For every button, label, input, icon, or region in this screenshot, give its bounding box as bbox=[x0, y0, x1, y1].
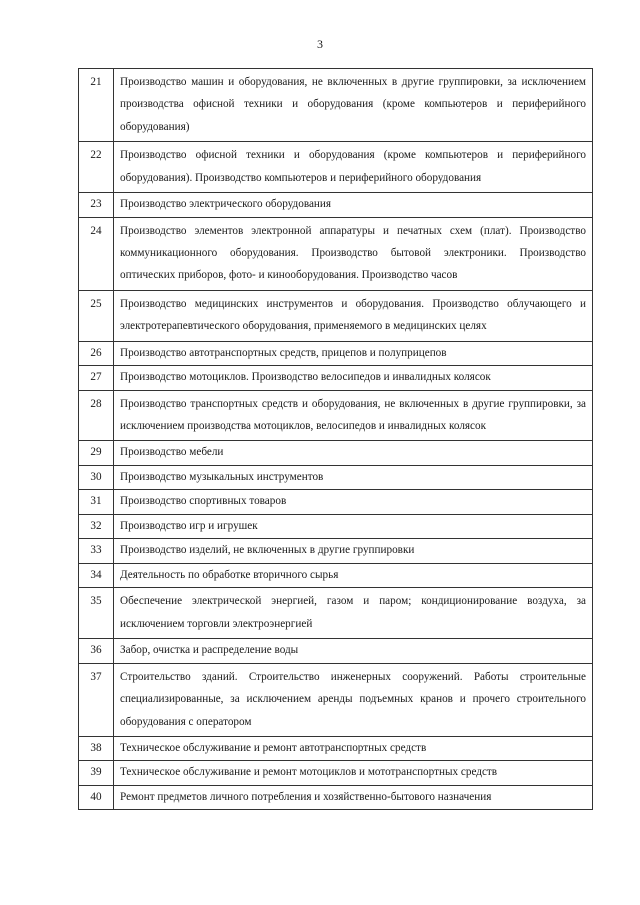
row-text: Забор, очистка и распределение воды bbox=[114, 639, 593, 664]
row-number: 39 bbox=[79, 761, 114, 786]
row-number: 30 bbox=[79, 465, 114, 490]
table-row bbox=[79, 490, 593, 515]
row-number: 31 bbox=[79, 490, 114, 515]
table-row bbox=[79, 69, 593, 142]
row-number: 40 bbox=[79, 785, 114, 810]
row-text: Производство музыкальных инструментов bbox=[114, 465, 593, 490]
row-text: Производство мебели bbox=[114, 441, 593, 466]
table-row bbox=[79, 514, 593, 539]
row-text: Производство спортивных товаров bbox=[114, 490, 593, 515]
row-text: Производство мотоциклов. Производство велосипедов и инвалидных колясок bbox=[114, 366, 593, 391]
row-text: Техническое обслуживание и ремонт мотоциклов и мототранспортных средств bbox=[114, 761, 593, 786]
activities-table-body bbox=[79, 69, 593, 810]
row-number: 24 bbox=[79, 217, 114, 290]
table-row bbox=[79, 563, 593, 588]
row-number: 32 bbox=[79, 514, 114, 539]
table-row bbox=[79, 217, 593, 290]
table-row bbox=[79, 341, 593, 366]
row-text: Техническое обслуживание и ремонт автотранспортных средств bbox=[114, 736, 593, 761]
row-text: Ремонт предметов личного потребления и хозяйственно-бытового назначения bbox=[114, 785, 593, 810]
table-row bbox=[79, 465, 593, 490]
row-text: Производство элементов электронной аппаратуры и печатных схем (плат). Производство коммуникационного оборудования. Производство бытовой электроники. Производство оптических приборов, фото- и кинооборудования. Производство часов bbox=[114, 217, 593, 290]
row-text: Производство офисной техники и оборудования (кроме компьютеров и периферийного оборудования). Производство компьютеров и периферийного оборудования bbox=[114, 142, 593, 193]
row-text: Производство медицинских инструментов и оборудования. Производство облучающего и электротерапевтического оборудования, применяемого в медицинских целях bbox=[114, 290, 593, 341]
row-number: 25 bbox=[79, 290, 114, 341]
row-number: 21 bbox=[79, 69, 114, 142]
row-number: 27 bbox=[79, 366, 114, 391]
table-row bbox=[79, 736, 593, 761]
row-number: 33 bbox=[79, 539, 114, 564]
row-number: 34 bbox=[79, 563, 114, 588]
row-number: 23 bbox=[79, 193, 114, 218]
row-number: 22 bbox=[79, 142, 114, 193]
row-number: 36 bbox=[79, 639, 114, 664]
table-row bbox=[79, 390, 593, 441]
row-number: 37 bbox=[79, 663, 114, 736]
table-row bbox=[79, 441, 593, 466]
page-number: 3 bbox=[317, 37, 323, 51]
row-text: Производство машин и оборудования, не включенных в другие группировки, за исключением производства офисной техники и оборудования (кроме компьютеров и периферийного оборудования) bbox=[114, 69, 593, 142]
row-number: 29 bbox=[79, 441, 114, 466]
row-text: Строительство зданий. Строительство инженерных сооружений. Работы строительные специализированные, за исключением аренды подъемных кранов и прочего строительного оборудования с оператором bbox=[114, 663, 593, 736]
row-text: Производство изделий, не включенных в другие группировки bbox=[114, 539, 593, 564]
row-number: 28 bbox=[79, 390, 114, 441]
table-row bbox=[79, 366, 593, 391]
table-row bbox=[79, 663, 593, 736]
row-text: Производство транспортных средств и оборудования, не включенных в другие группировки, за исключением производства мотоциклов, велосипедов и инвалидных колясок bbox=[114, 390, 593, 441]
table-row bbox=[79, 639, 593, 664]
row-number: 38 bbox=[79, 736, 114, 761]
table-row bbox=[79, 193, 593, 218]
table-row bbox=[79, 588, 593, 639]
table-row bbox=[79, 785, 593, 810]
activities-table bbox=[78, 68, 593, 810]
table-row bbox=[79, 539, 593, 564]
row-text: Деятельность по обработке вторичного сырья bbox=[114, 563, 593, 588]
row-number: 35 bbox=[79, 588, 114, 639]
table-row bbox=[79, 761, 593, 786]
row-text: Обеспечение электрической энергией, газом и паром; кондиционирование воздуха, за исключением торговли электроэнергией bbox=[114, 588, 593, 639]
row-text: Производство автотранспортных средств, прицепов и полуприцепов bbox=[114, 341, 593, 366]
row-text: Производство электрического оборудования bbox=[114, 193, 593, 218]
table-row bbox=[79, 142, 593, 193]
row-text: Производство игр и игрушек bbox=[114, 514, 593, 539]
table-row bbox=[79, 290, 593, 341]
row-number: 26 bbox=[79, 341, 114, 366]
